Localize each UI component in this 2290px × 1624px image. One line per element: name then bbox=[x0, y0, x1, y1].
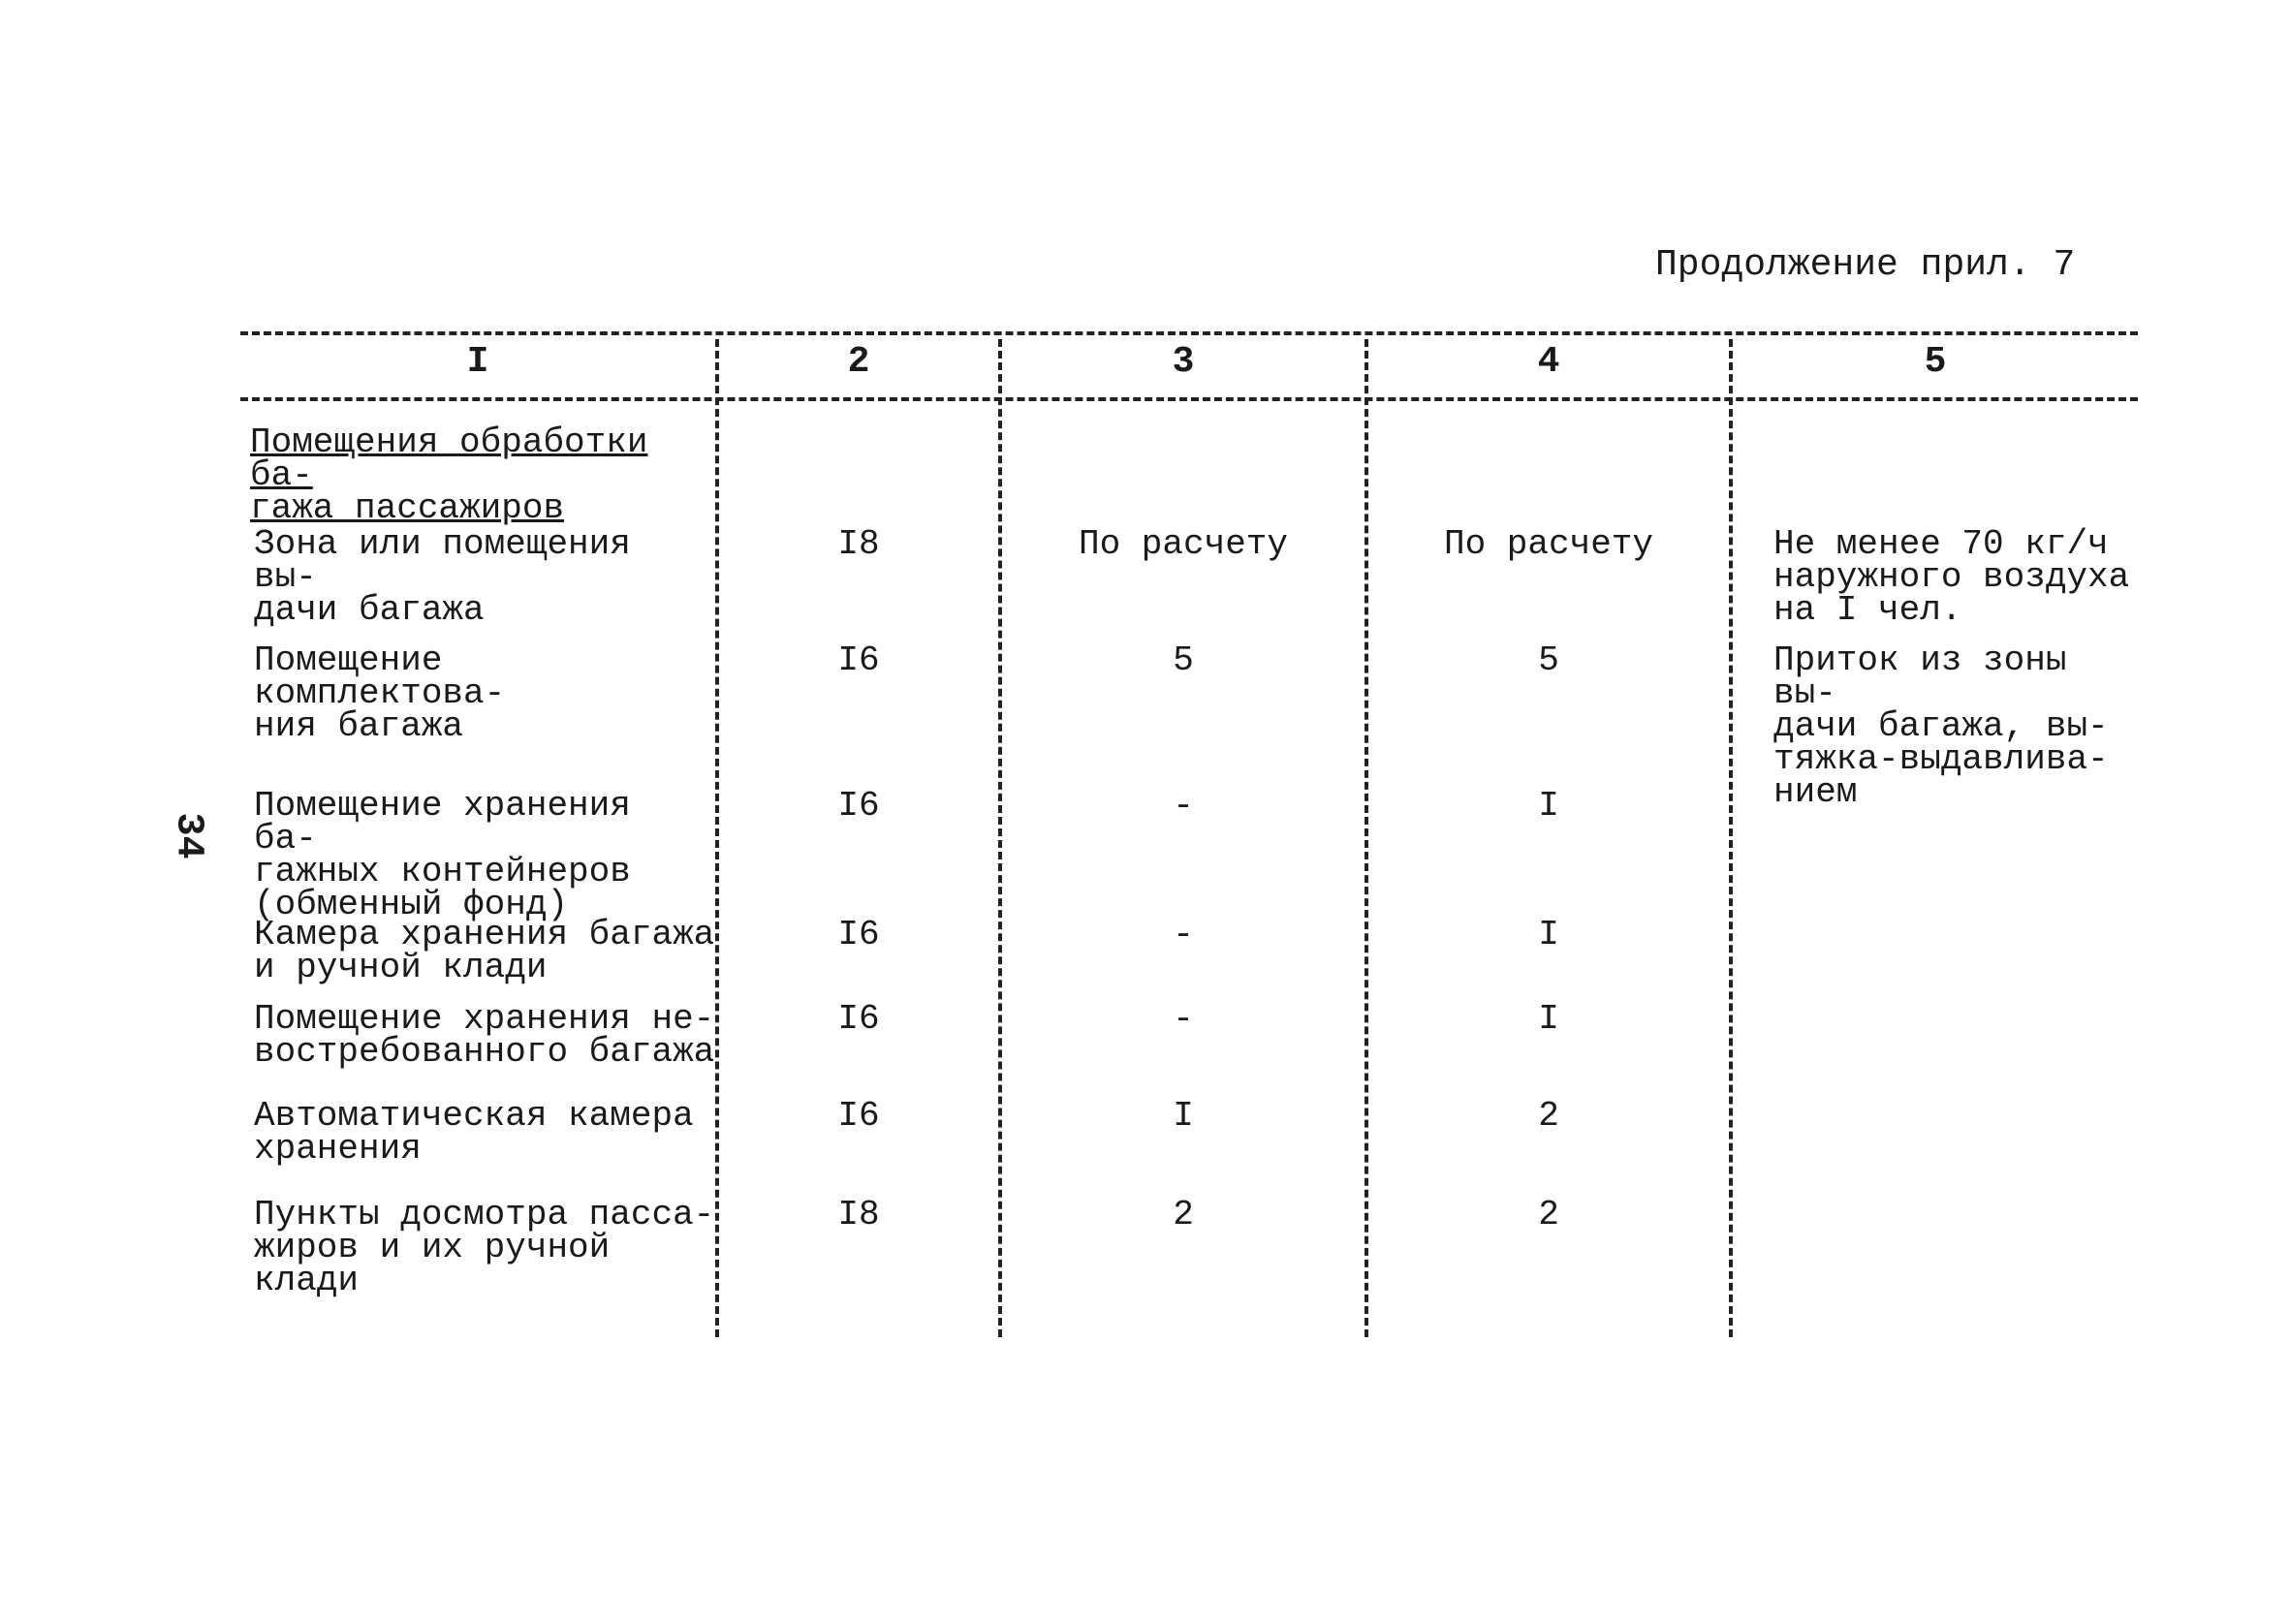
row-3-col3: - bbox=[1173, 786, 1194, 826]
row-4-col2: I6 bbox=[837, 915, 880, 954]
row-4-name: Камера хранения багажа и ручной клади bbox=[254, 915, 715, 987]
row-1-col3: По расчету bbox=[1078, 524, 1289, 564]
row-6-name: Автоматическая камера хранения bbox=[254, 1096, 694, 1169]
row-1-col4: По расчету bbox=[1443, 524, 1654, 564]
row-5-col2: I6 bbox=[837, 999, 880, 1039]
column-header-5: 5 bbox=[1924, 341, 1947, 383]
column-header-2: 2 bbox=[847, 341, 870, 383]
column-divider-3 bbox=[1365, 339, 1368, 1337]
row-1-col5: Не менее 70 кг/ч наружного воздуха на I чел. bbox=[1773, 524, 2130, 630]
column-header-3: 3 bbox=[1172, 341, 1195, 383]
row-3-name: Помещение хранения ба- гажных контейнеров (обменный фонд) bbox=[254, 786, 631, 924]
section-title: Помещения обработки ба- гажа пассажиров bbox=[250, 422, 648, 528]
row-5-name: Помещение хранения не- востребованного багажа bbox=[254, 999, 715, 1072]
row-5-col4: I bbox=[1538, 999, 1559, 1039]
row-3-col4: I bbox=[1538, 786, 1559, 826]
row-2-col4: 5 bbox=[1538, 640, 1559, 680]
column-divider-4 bbox=[1729, 339, 1733, 1337]
row-6-col4: 2 bbox=[1538, 1096, 1559, 1136]
table-top-rule bbox=[240, 331, 2138, 335]
row-1-name: Зона или помещения вы- дачи багажа bbox=[254, 524, 631, 630]
row-6-col3: I bbox=[1173, 1096, 1194, 1136]
row-7-col4: 2 bbox=[1538, 1195, 1559, 1234]
row-4-col4: I bbox=[1538, 915, 1559, 954]
page-continuation-note: Продолжение прил. 7 bbox=[1655, 244, 2076, 286]
row-3-col2: I6 bbox=[837, 786, 880, 826]
row-4-col3: - bbox=[1173, 915, 1194, 954]
side-page-mark: 34 bbox=[166, 812, 210, 859]
row-2-name: Помещение комплектова- ния багажа bbox=[254, 640, 506, 746]
row-7-col3: 2 bbox=[1173, 1195, 1194, 1234]
row-5-col3: - bbox=[1173, 999, 1194, 1039]
row-2-col2: I6 bbox=[837, 640, 880, 680]
row-7-col2: I8 bbox=[837, 1195, 880, 1234]
column-divider-1 bbox=[715, 339, 719, 1337]
header-bottom-rule bbox=[240, 397, 2138, 401]
column-divider-2 bbox=[998, 339, 1002, 1337]
row-6-col2: I6 bbox=[837, 1096, 880, 1136]
column-header-1: I bbox=[466, 341, 489, 383]
row-7-name: Пункты досмотра пасса- жиров и их ручной клади bbox=[254, 1195, 715, 1300]
row-1-col2: I8 bbox=[837, 524, 880, 564]
row-2-col3: 5 bbox=[1173, 640, 1194, 680]
row-2-col5: Приток из зоны вы- дачи багажа, вы- тяжка-выдавлива- нием bbox=[1773, 640, 2109, 812]
column-header-4: 4 bbox=[1537, 341, 1560, 383]
